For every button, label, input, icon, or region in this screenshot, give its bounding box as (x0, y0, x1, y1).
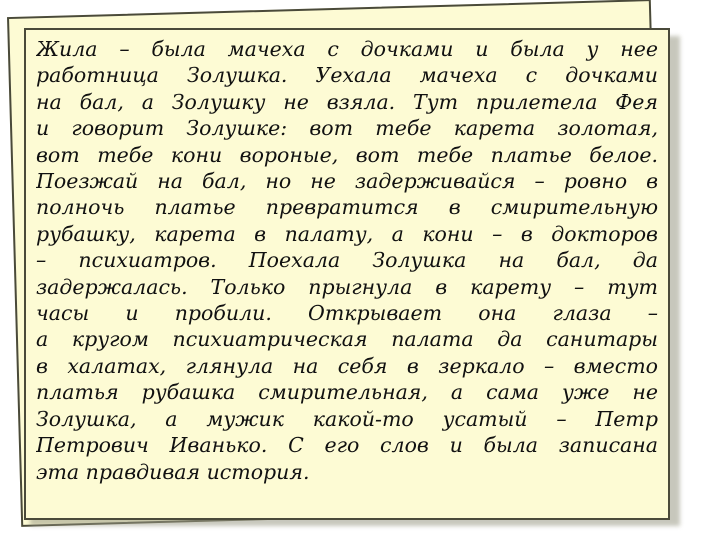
story-text (36, 36, 658, 485)
story-line: задержалась. Только прыгнула в карету – тут (36, 274, 658, 299)
story-line: а кругом психиатрическая палата да санитары (36, 327, 658, 352)
story-line: Золушка, а мужик какой-то усатый – Петр (36, 406, 658, 431)
story-line: эта правдивая история. (36, 459, 310, 484)
story-line: работница Золушка. Уехала мачеха с дочками (36, 63, 658, 88)
front-paper-sheet (24, 28, 670, 520)
story-line: в халатах, глянула на себя в зеркало – вместо (36, 353, 658, 378)
story-line: на бал, а Золушку не взяла. Тут прилетела Фея (36, 89, 658, 114)
story-line: рубашку, карета в палату, а кони – в докторов (36, 221, 658, 246)
story-line: Поезжай на бал, но не задерживайся – ровно в (36, 169, 658, 194)
story-line: часы и пробили. Открывает она глаза – (36, 301, 658, 326)
story-line: и говорит Золушке: вот тебе карета золотая, (36, 116, 658, 141)
story-line: Петрович Иванько. С его слов и была записана (36, 433, 658, 458)
story-line: полночь платье превратится в смирительную (36, 195, 658, 220)
story-line: – психиатров. Поехала Золушка на бал, да (36, 248, 658, 273)
story-line: Жила – была мачеха с дочками и была у нее (36, 37, 658, 61)
story-line: платья рубашка смирительная, а сама уже не (36, 380, 658, 405)
story-line: вот тебе кони вороные, вот тебе платье белое. (36, 142, 658, 167)
